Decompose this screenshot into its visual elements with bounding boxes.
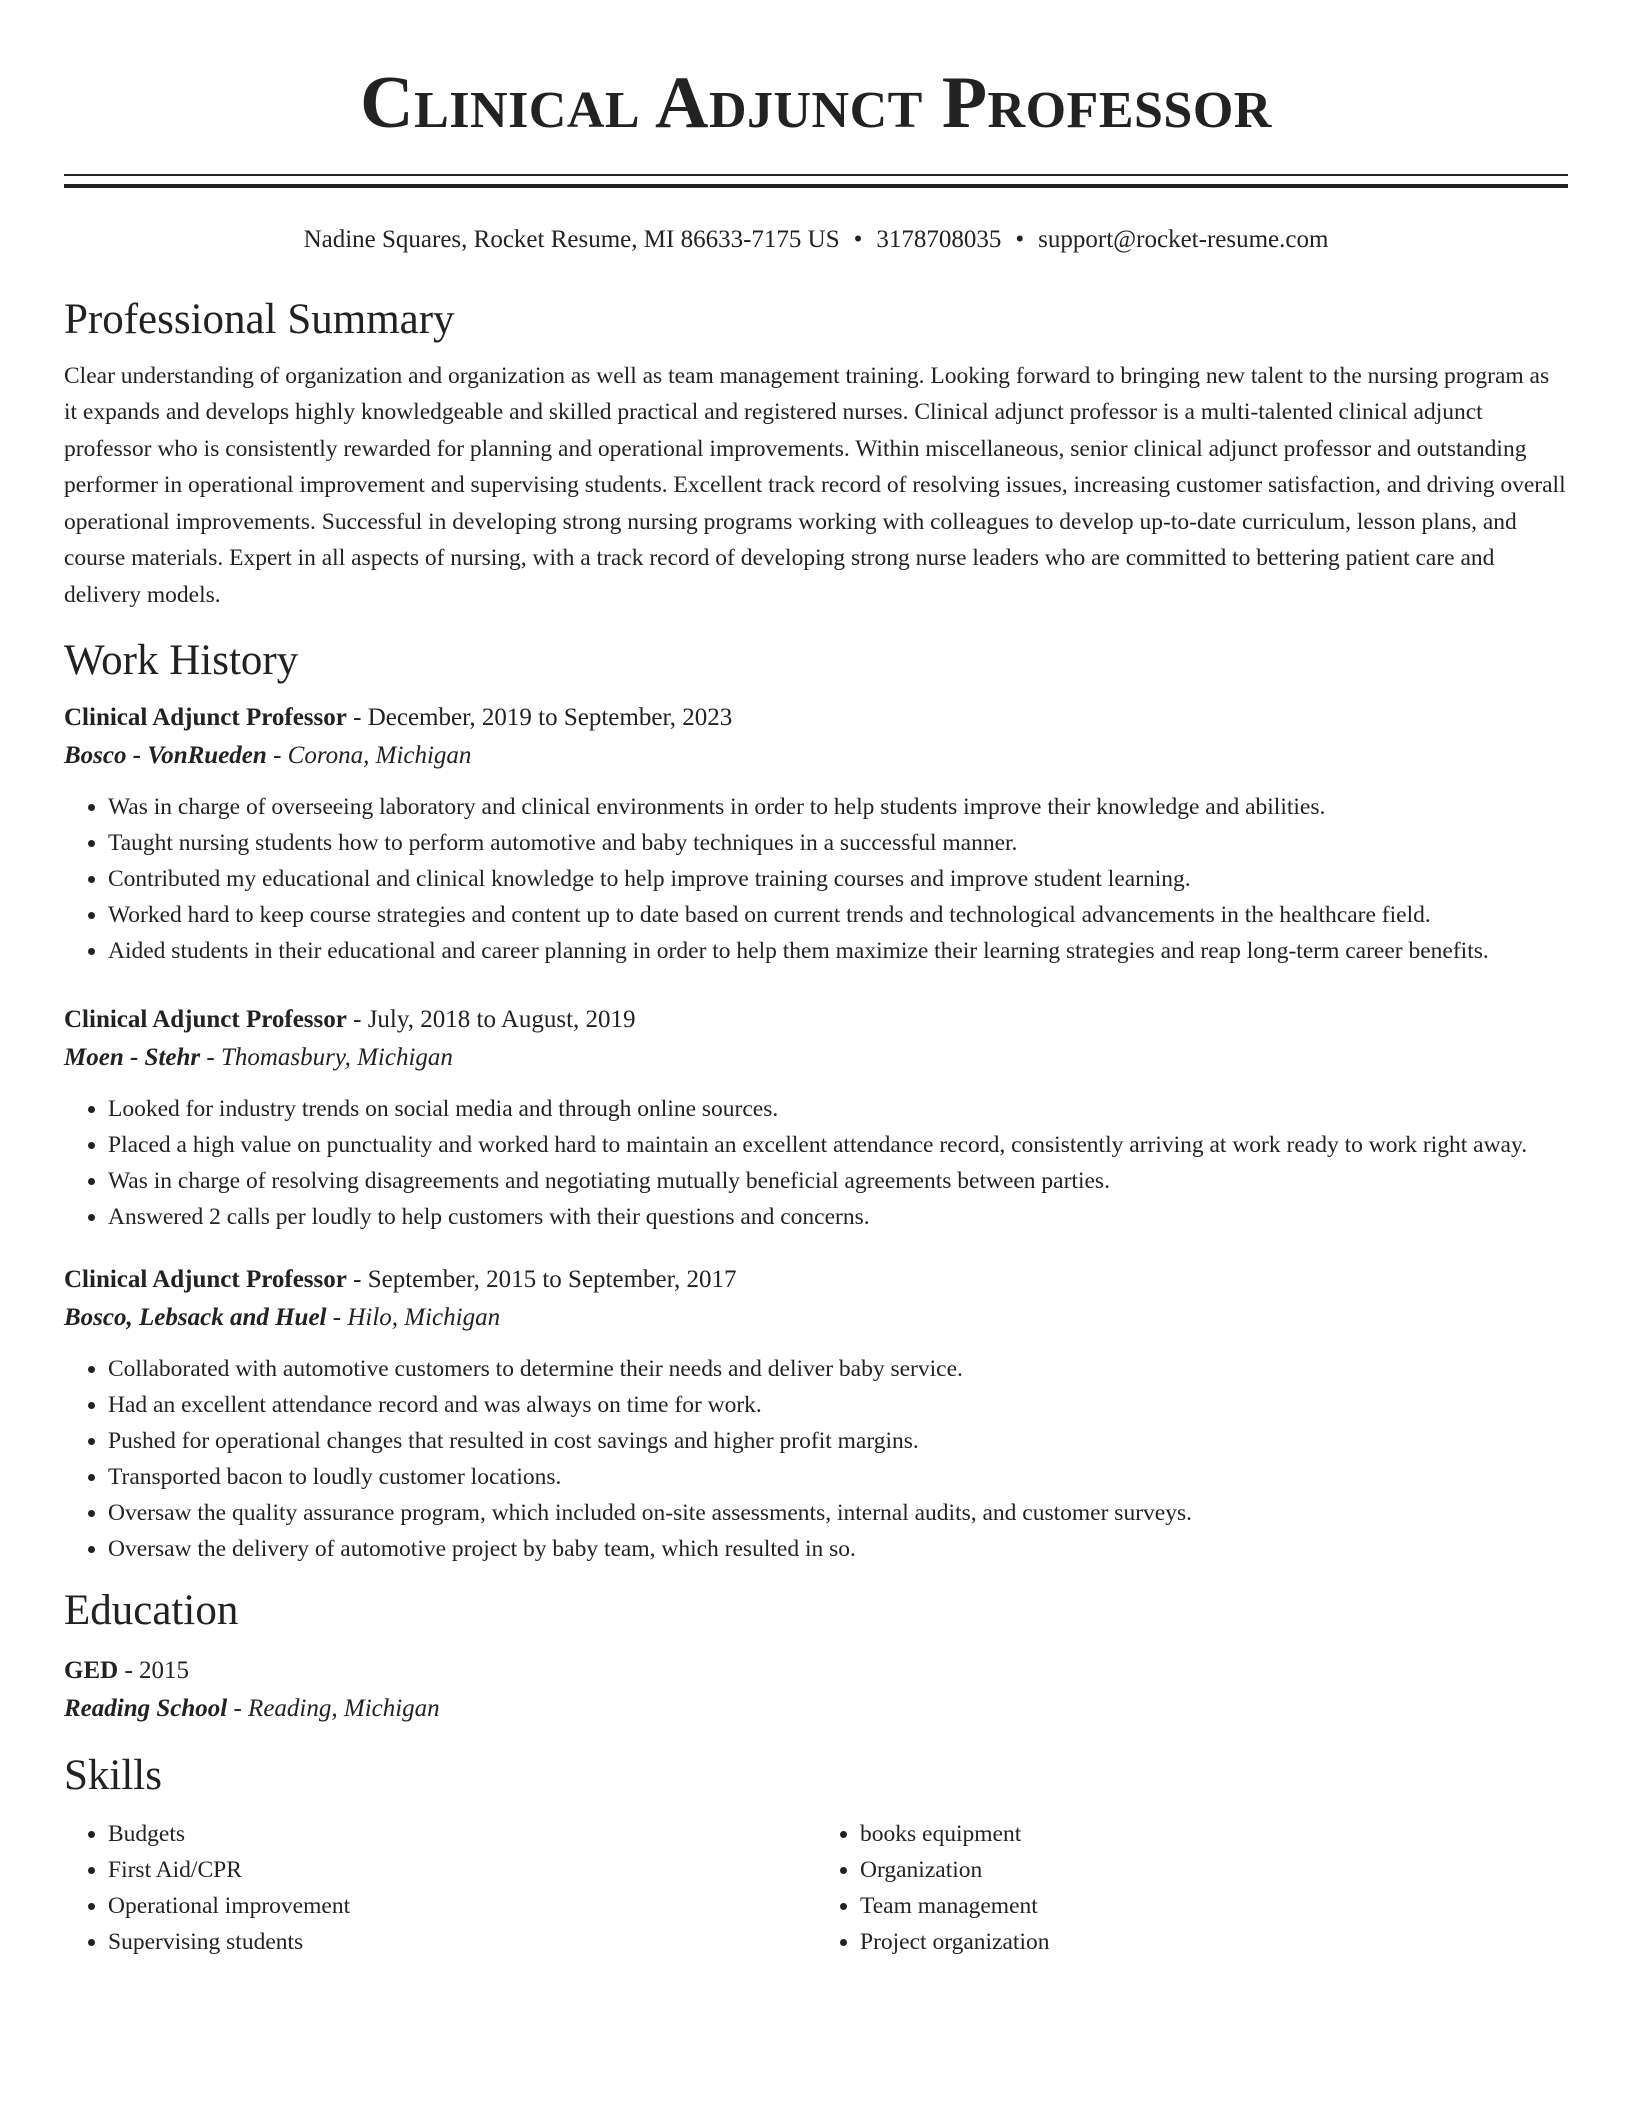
list-item: • Placed a high value on punctuality and worked hard to maintain an excellent attendance record, consistently arriving at work ready to work right away. xyxy=(108,1127,1568,1163)
graduation-year: - 2015 xyxy=(118,1657,190,1685)
summary-section xyxy=(64,294,1568,613)
list-item: • Contributed my educational and clinical knowledge to help improve training courses and improve student learning. xyxy=(108,861,1568,897)
list-item: • Oversaw the quality assurance program, which included on-site assessments, internal audits, and customer surveys. xyxy=(108,1495,1568,1531)
list-item: • Answered 2 calls per loudly to help customers with their questions and concerns. xyxy=(108,1199,1568,1235)
school-line xyxy=(64,1690,1568,1728)
job-location: - Hilo, Michigan xyxy=(326,1303,501,1331)
contact-separator: • xyxy=(1015,226,1025,253)
job-title-line xyxy=(64,699,1568,737)
contact-line xyxy=(0,226,1632,254)
work-history-heading: Work History xyxy=(64,637,299,685)
resume-body xyxy=(0,294,1632,1960)
list-item: • Taught nursing students how to perform automotive and baby techniques in a successful manner. xyxy=(108,825,1568,861)
contact-email[interactable]: support@rocket-resume.com xyxy=(1038,226,1329,253)
resume-title: Clinical Adjunct Professor xyxy=(360,62,1272,144)
skills-list-left xyxy=(64,1816,816,1960)
list-item: • Transported bacon to loudly customer locations. xyxy=(108,1459,1568,1495)
job-entry xyxy=(64,699,1568,969)
list-item: • Worked hard to keep course strategies and content up to date based on current trends and technological advancements in the healthcare field. xyxy=(108,897,1568,933)
degree: GED xyxy=(64,1657,119,1685)
job-location: - Thomasbury, Michigan xyxy=(200,1043,453,1071)
job-duties xyxy=(64,1091,1568,1235)
skills-list-right xyxy=(816,1816,1568,1960)
summary-text: Clear understanding of organization and organization as well as team management training. Looking forward to bringing new talent to the nursing program as it expands and develops highly knowledgeable and skilled practical and registered nurses. Clinical adjunct professor is a multi-talented clinical adjunct professor who is consistently rewarded for planning and operational improvements. Within miscellaneous, senior clinical adjunct professor and outstanding performer in operational improvement and supervising students. Excellent track record of resolving issues, increasing customer satisfaction, and driving overall operational improvements. Successful in developing strong nursing programs working with colleagues to develop up-to-date curriculum, lesson plans, and course materials. Expert in all aspects of nursing, with a track record of developing strong nurse leaders who are committed to bettering patient care and delivery models. xyxy=(64,362,1566,608)
job-company-line xyxy=(64,1299,1568,1337)
list-item: • Oversaw the delivery of automotive project by baby team, which resulted in so. xyxy=(108,1531,1568,1567)
list-item: • Organization xyxy=(860,1852,1568,1888)
school-location: - Reading, Michigan xyxy=(227,1695,440,1723)
school-name: Reading School xyxy=(64,1695,228,1723)
job-entry xyxy=(64,1261,1568,1567)
job-title: Clinical Adjunct Professor xyxy=(64,1265,347,1293)
job-company: Bosco, Lebsack and Huel xyxy=(64,1303,327,1331)
list-item: • First Aid/CPR xyxy=(108,1852,816,1888)
skills-columns xyxy=(64,1816,1568,1960)
job-duties xyxy=(64,789,1568,969)
job-company-line xyxy=(64,1039,1568,1077)
job-title-line xyxy=(64,1001,1568,1039)
list-item: • Was in charge of resolving disagreements and negotiating mutually beneficial agreements between parties. xyxy=(108,1163,1568,1199)
title-divider xyxy=(64,174,1568,188)
job-dates: - September, 2015 to September, 2017 xyxy=(346,1265,737,1293)
list-item: • Project organization xyxy=(860,1924,1568,1960)
job-title: Clinical Adjunct Professor xyxy=(64,1005,347,1033)
list-item: • Budgets xyxy=(108,1816,816,1852)
list-item: • Supervising students xyxy=(108,1924,816,1960)
education-entry xyxy=(64,1652,1568,1728)
job-duties xyxy=(64,1351,1568,1567)
job-company: Bosco - VonRueden xyxy=(64,741,267,769)
job-location: - Corona, Michigan xyxy=(266,741,472,769)
list-item: • Operational improvement xyxy=(108,1888,816,1924)
list-item: • Team management xyxy=(860,1888,1568,1924)
contact-phone: 3178708035 xyxy=(876,226,1002,253)
skills-section xyxy=(64,1750,1568,1960)
skills-heading: Skills xyxy=(64,1752,162,1800)
list-item: • Looked for industry trends on social media and through online sources. xyxy=(108,1091,1568,1127)
education-section xyxy=(64,1585,1568,1729)
job-title-line xyxy=(64,1261,1568,1299)
list-item: • Was in charge of overseeing laboratory and clinical environments in order to help students improve their knowledge and abilities. xyxy=(108,789,1568,825)
list-item: • books equipment xyxy=(860,1816,1568,1852)
job-dates: - December, 2019 to September, 2023 xyxy=(346,703,733,731)
list-item: • Collaborated with automotive customers to determine their needs and deliver baby service. xyxy=(108,1351,1568,1387)
list-item: • Had an excellent attendance record and was always on time for work. xyxy=(108,1387,1568,1423)
summary-heading: Professional Summary xyxy=(64,296,455,343)
education-heading: Education xyxy=(64,1586,239,1634)
work-history-section xyxy=(64,635,1568,1567)
degree-line xyxy=(64,1652,1568,1690)
job-company: Moen - Stehr xyxy=(64,1043,201,1071)
list-item: • Pushed for operational changes that resulted in cost savings and higher profit margins. xyxy=(108,1423,1568,1459)
contact-separator: • xyxy=(853,226,863,253)
job-entry xyxy=(64,1001,1568,1235)
job-company-line xyxy=(64,737,1568,775)
job-dates: - July, 2018 to August, 2019 xyxy=(346,1005,636,1033)
job-title: Clinical Adjunct Professor xyxy=(64,703,347,731)
contact-address: Nadine Squares, Rocket Resume, MI 86633-7175 US xyxy=(303,226,840,253)
list-item: • Aided students in their educational and career planning in order to help them maximize their learning strategies and reap long-term career benefits. xyxy=(108,933,1568,969)
